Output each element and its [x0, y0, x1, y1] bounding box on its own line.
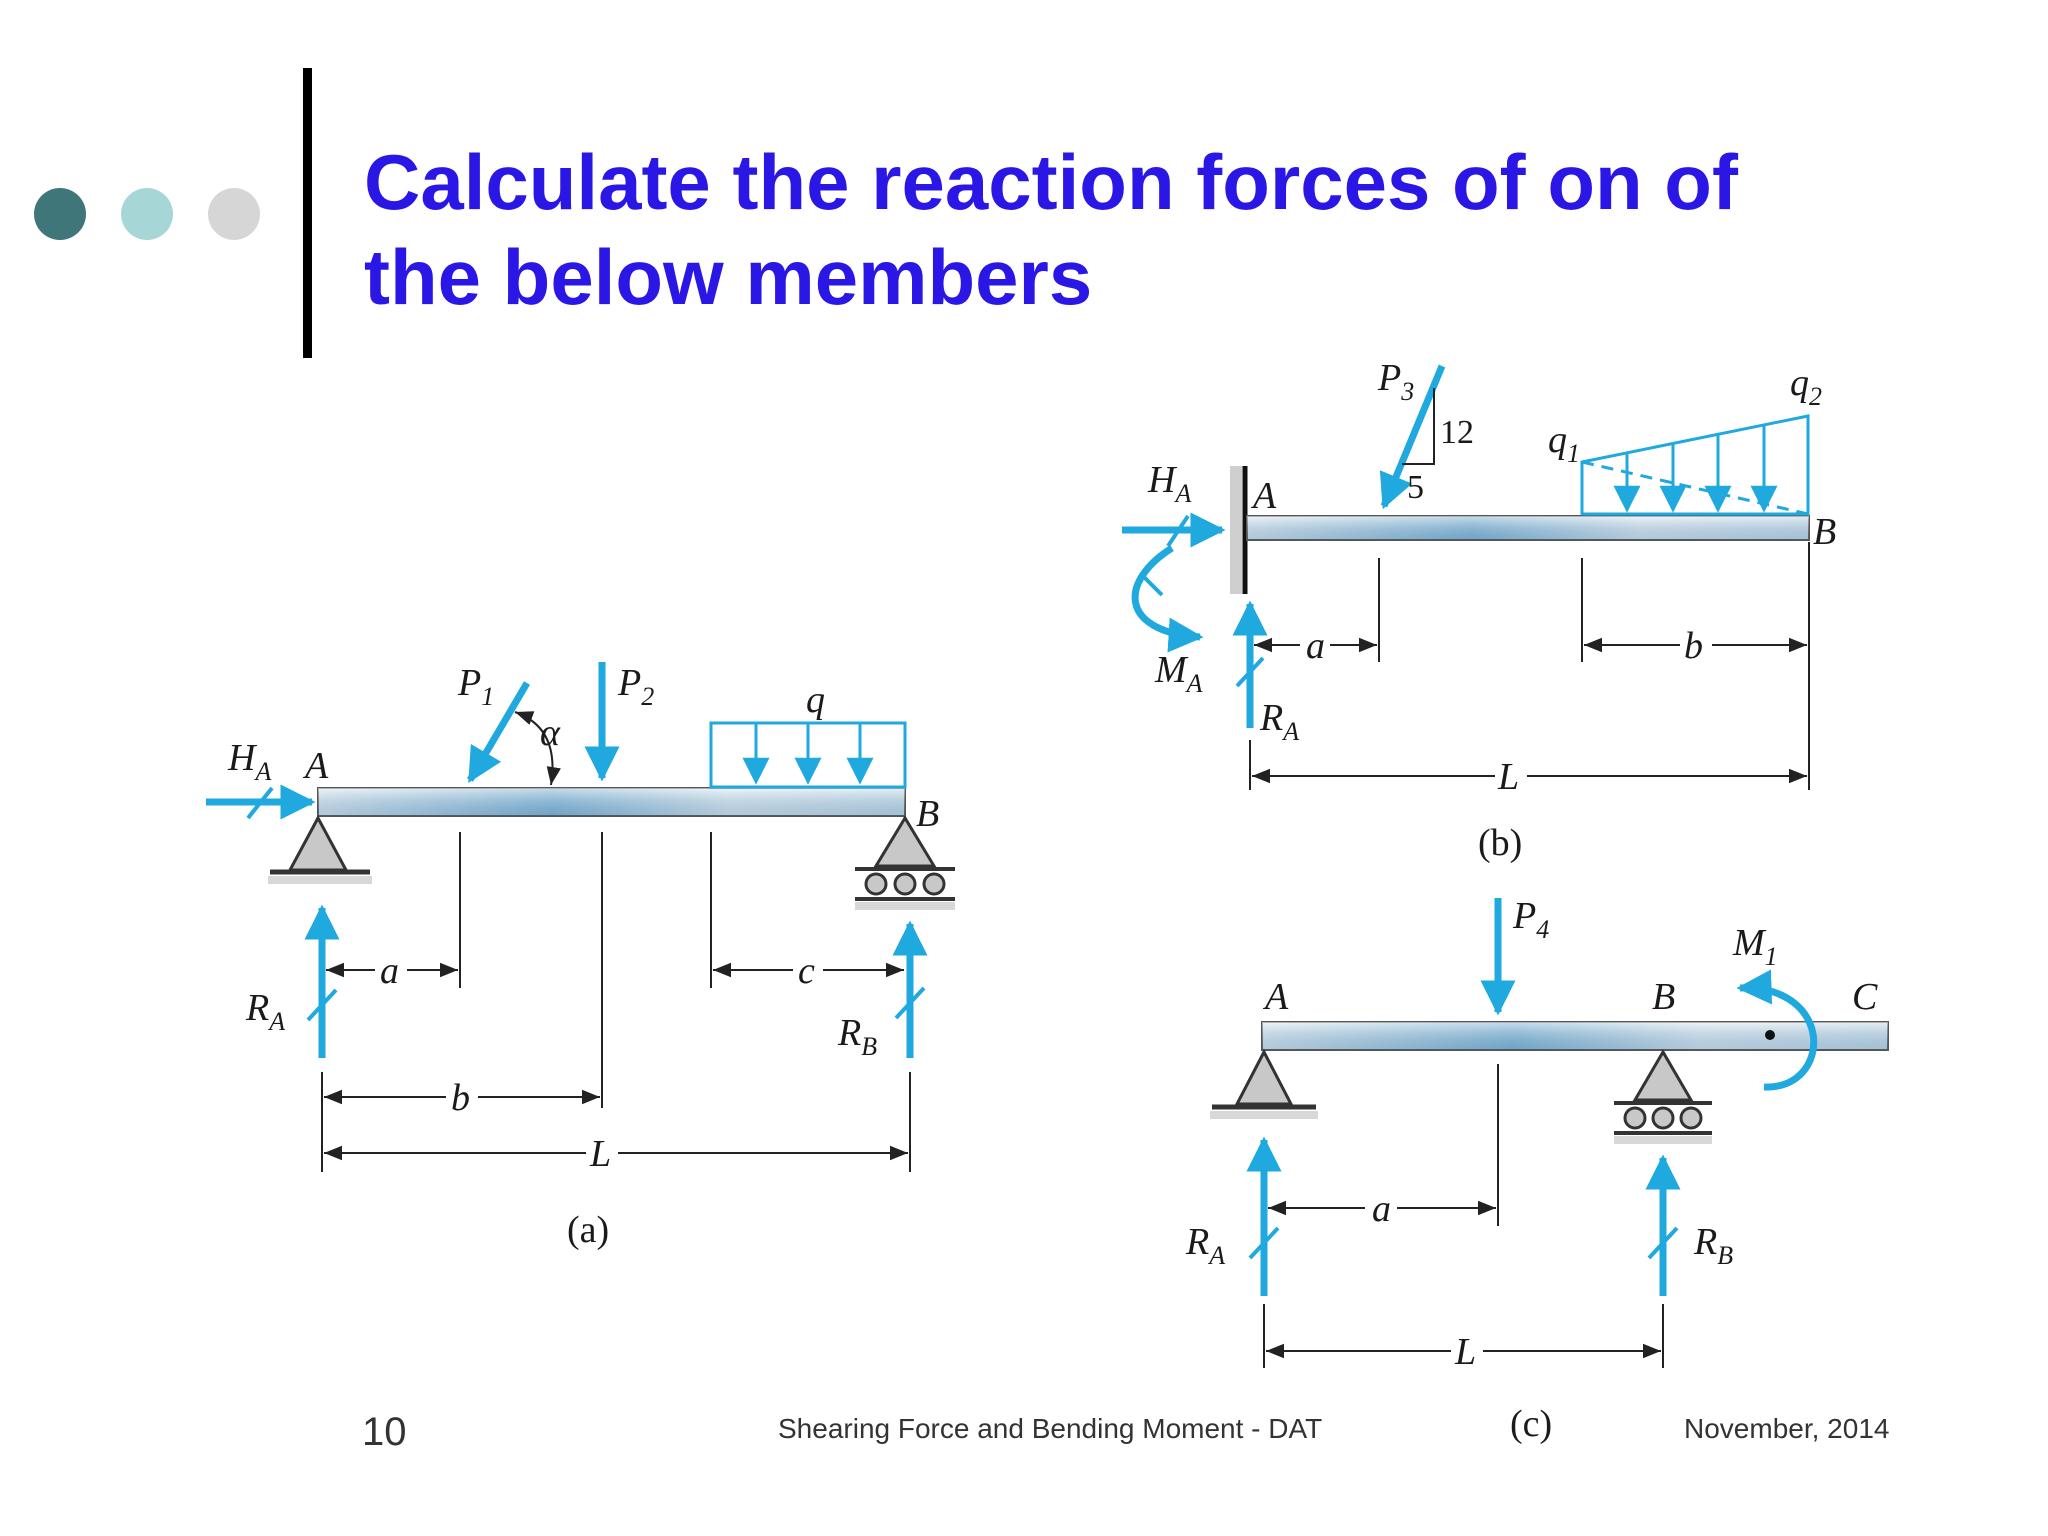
label-dim-a-a: a: [380, 950, 399, 992]
label-point-c-c: C: [1852, 976, 1878, 1018]
label-p4: $P_4$: [1513, 895, 1550, 944]
label-point-a-c: A: [1265, 976, 1289, 1018]
label-dim-a-b: a: [1306, 625, 1325, 667]
footer-center-text: Shearing Force and Bending Moment - DAT: [778, 1413, 1323, 1444]
label-dim-l-a: L: [590, 1133, 612, 1175]
label-dim-a-c: a: [1372, 1188, 1391, 1230]
label-p3: $P_3$: [1378, 357, 1415, 406]
label-p1: $P_1$: [458, 662, 495, 711]
label-ha-a: $H_A$: [228, 737, 272, 786]
label-ma: $M_A$: [1155, 649, 1203, 698]
footer-page-number: 10: [362, 1410, 407, 1454]
diagram-a: [206, 662, 955, 1251]
pin-support-a: [268, 818, 372, 884]
label-dim-l-c: L: [1455, 1331, 1477, 1373]
label-rb-c: $R_B$: [1694, 1221, 1734, 1270]
label-point-b-c: B: [1652, 976, 1676, 1018]
caption-a: (a): [567, 1209, 610, 1251]
label-q1: $q_1$: [1548, 419, 1580, 468]
label-q: q: [806, 679, 825, 721]
label-slope-rise: 12: [1440, 414, 1474, 451]
label-q2: $q_2$: [1790, 362, 1822, 411]
label-dim-c-a: c: [798, 950, 815, 992]
caption-b: (b): [1478, 822, 1523, 864]
slide-title-line1: Calculate the reaction forces of on of: [364, 138, 1738, 226]
diagram-b: [1122, 357, 1836, 864]
label-p2: $P_2$: [618, 662, 655, 711]
roller-support-c-b: [1614, 1052, 1712, 1144]
label-ra-c: $R_A$: [1186, 1221, 1226, 1270]
label-point-b-a: B: [916, 793, 940, 835]
diagram-c: [1185, 895, 1888, 1445]
trapezoidal-load-q1-q2: [1582, 416, 1808, 514]
label-point-a-b: A: [1253, 475, 1277, 517]
label-dim-b-b: b: [1684, 625, 1703, 667]
roller-support-b: [855, 818, 955, 910]
label-ra-b: $R_A$: [1260, 697, 1300, 746]
caption-c: (c): [1510, 1403, 1553, 1445]
pin-support-c-a: [1210, 1052, 1318, 1119]
label-point-b-b: B: [1813, 511, 1837, 553]
distributed-load-q: [711, 723, 905, 787]
slide-title-line2: the below members: [364, 233, 1093, 321]
label-point-a-a: A: [305, 745, 329, 787]
moment-ma: [1135, 548, 1200, 637]
label-ra-a: $R_A$: [246, 987, 286, 1036]
label-m1: $M_1$: [1733, 922, 1778, 971]
label-dim-b-a: b: [451, 1077, 470, 1119]
label-ha-b: $H_A$: [1148, 459, 1192, 508]
footer-date: November, 2014: [1684, 1413, 1890, 1444]
label-slope-run: 5: [1407, 469, 1424, 506]
label-rb-a: $R_B$: [838, 1012, 878, 1061]
label-alpha: α: [540, 712, 560, 754]
fixed-wall-b: [1230, 466, 1242, 594]
label-dim-l-b: L: [1498, 756, 1520, 798]
